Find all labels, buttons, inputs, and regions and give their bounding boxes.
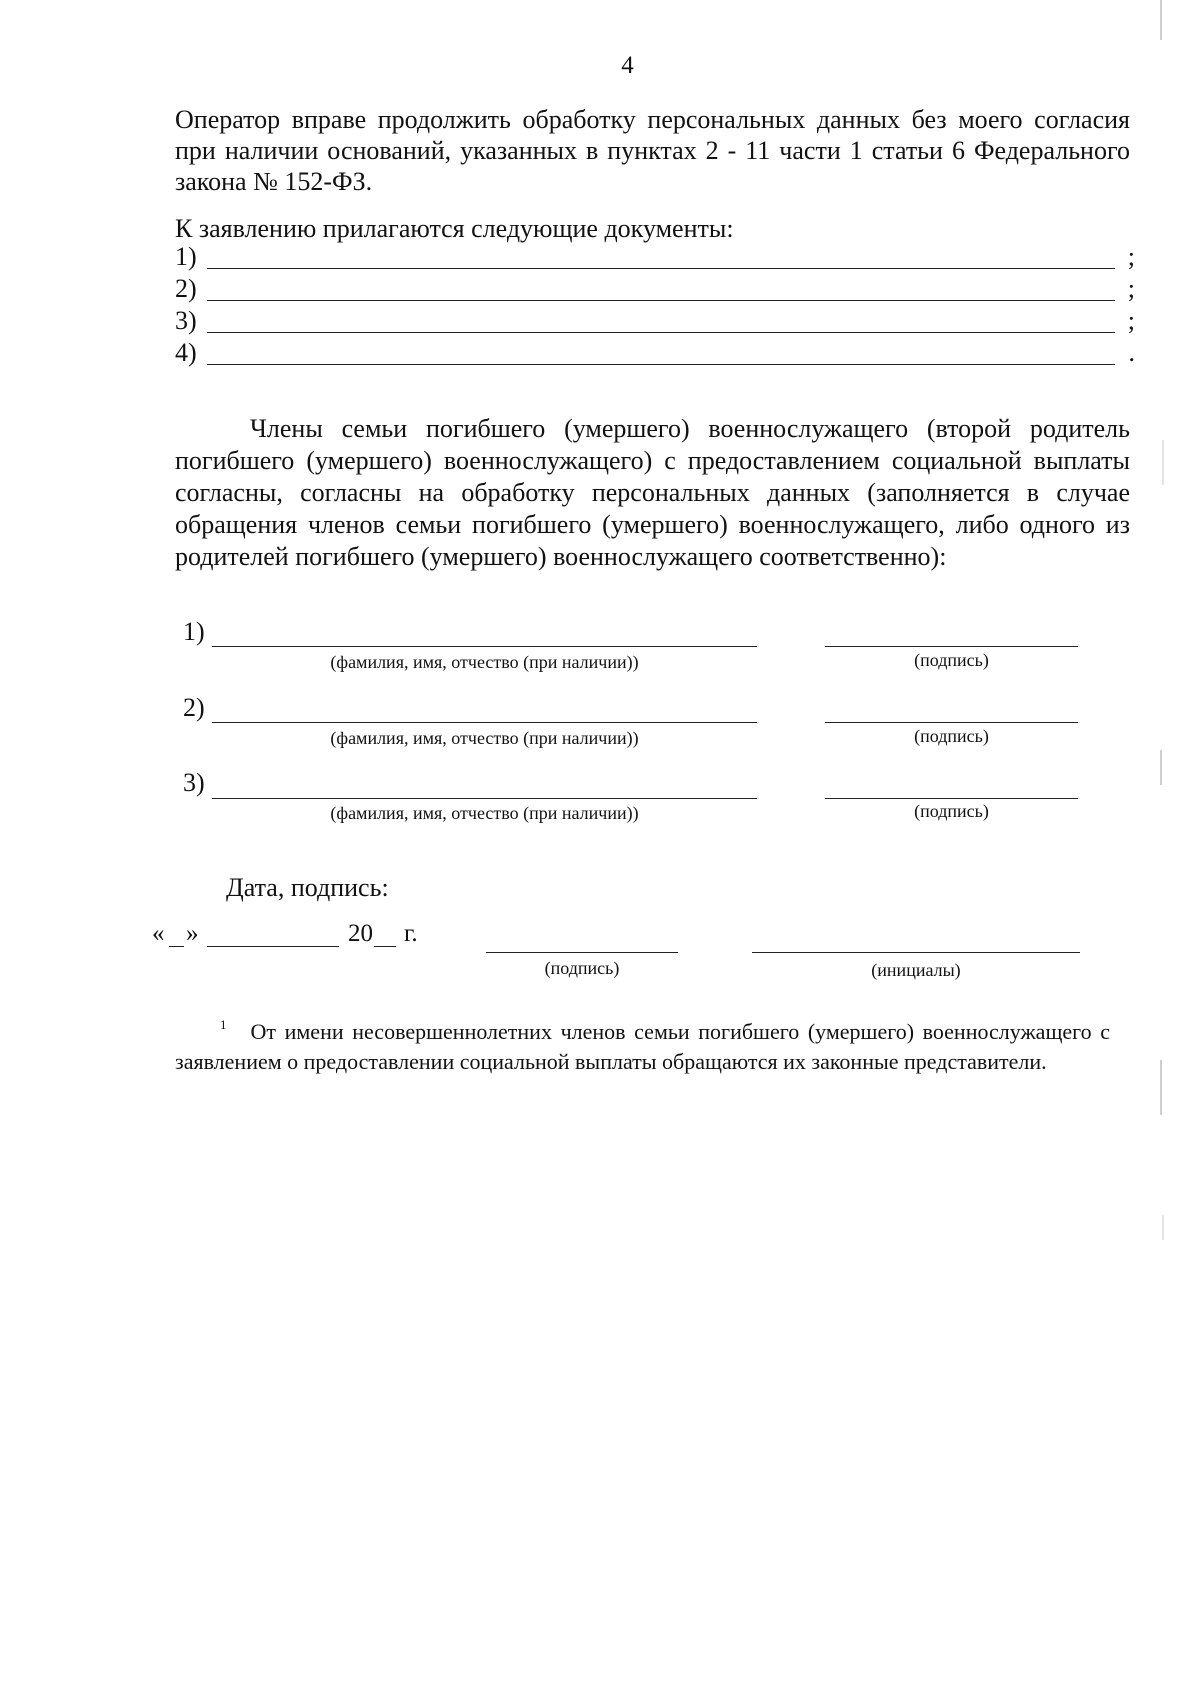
document-line-3[interactable] [175, 306, 1135, 340]
operator-paragraph: Оператор вправе продолжить обработку персональных данных без моего согласия при наличии оснований, указанных в пунктах 2 - 11 части 1 статьи 6 Федерального закона № 152-ФЗ. [175, 105, 1130, 196]
document-punct: . [1128, 338, 1135, 367]
scan-artifact [1160, 0, 1162, 40]
member-name-caption: (фамилия, имя, отчество (при наличии)) [330, 803, 639, 823]
initials-caption: (инициалы) [871, 960, 961, 980]
member-name-line[interactable] [212, 646, 757, 647]
document-blank-line [207, 300, 1115, 301]
scan-artifact [1160, 1060, 1162, 1115]
document-punct: ; [1127, 242, 1135, 271]
footnote [175, 1010, 1110, 1077]
day-blank-line[interactable] [169, 946, 184, 947]
year-prefix: 20 [348, 920, 373, 947]
date-signature-line[interactable] [486, 952, 678, 953]
member-name-line[interactable] [212, 722, 757, 723]
member-number: 1) [183, 617, 205, 646]
document-line-4[interactable] [175, 338, 1135, 372]
documents-intro: К заявлению прилагаются следующие документы: [175, 214, 734, 243]
month-blank-line[interactable] [207, 946, 339, 947]
scan-artifact [1162, 440, 1164, 485]
date-signature-label: Дата, подпись: [226, 873, 389, 902]
member-signature-line[interactable] [825, 798, 1078, 799]
initials-line[interactable] [752, 952, 1080, 953]
member-signature-line[interactable] [825, 722, 1078, 723]
document-punct: ; [1127, 306, 1135, 335]
document-number: 1) [175, 242, 197, 271]
member-signature-caption: (подпись) [914, 650, 989, 670]
document-number: 3) [175, 306, 197, 335]
date-quote-close: » [186, 920, 199, 947]
member-number: 3) [183, 768, 205, 797]
document-blank-line [207, 364, 1115, 365]
family-consent-paragraph: Члены семьи погибшего (умершего) военнослужащего (второй родитель погибшего (умершего) военнослужащего) с предоставлением социальной выплаты согласны, согласны на обработку персональных данных (заполняется в случае обращения членов семьи погибшего (умершего) военнослужащего, либо одного из родителей погибшего (умершего) военнослужащего соответственно): [175, 414, 1130, 571]
document-number: 4) [175, 338, 197, 367]
document-number: 2) [175, 274, 197, 303]
document-punct: ; [1127, 274, 1135, 303]
document-line-2[interactable] [175, 274, 1135, 308]
member-name-caption: (фамилия, имя, отчество (при наличии)) [330, 652, 639, 672]
page-number: 4 [621, 52, 634, 79]
member-number: 2) [183, 693, 205, 722]
date-signature-caption: (подпись) [544, 958, 620, 978]
member-signature-caption: (подпись) [914, 801, 989, 821]
year-blank-line[interactable] [374, 946, 396, 947]
member-signature-caption: (подпись) [914, 726, 989, 746]
footnote-marker: 1 [220, 1017, 227, 1032]
document-line-1[interactable] [175, 242, 1135, 276]
document-blank-line [207, 332, 1115, 333]
year-suffix: г. [404, 920, 418, 947]
document-blank-line [207, 268, 1115, 269]
member-name-caption: (фамилия, имя, отчество (при наличии)) [330, 728, 639, 748]
scan-artifact [1162, 1215, 1164, 1240]
scan-artifact [1160, 750, 1162, 785]
member-signature-line[interactable] [825, 646, 1078, 647]
member-name-line[interactable] [212, 798, 757, 799]
date-quote-open: « [152, 920, 165, 947]
footnote-text: От имени несовершеннолетних членов семьи погибшего (умершего) военнослужащего с заявлением о предоставлении социальной выплаты обращаются их законные представители. [175, 1019, 1110, 1074]
